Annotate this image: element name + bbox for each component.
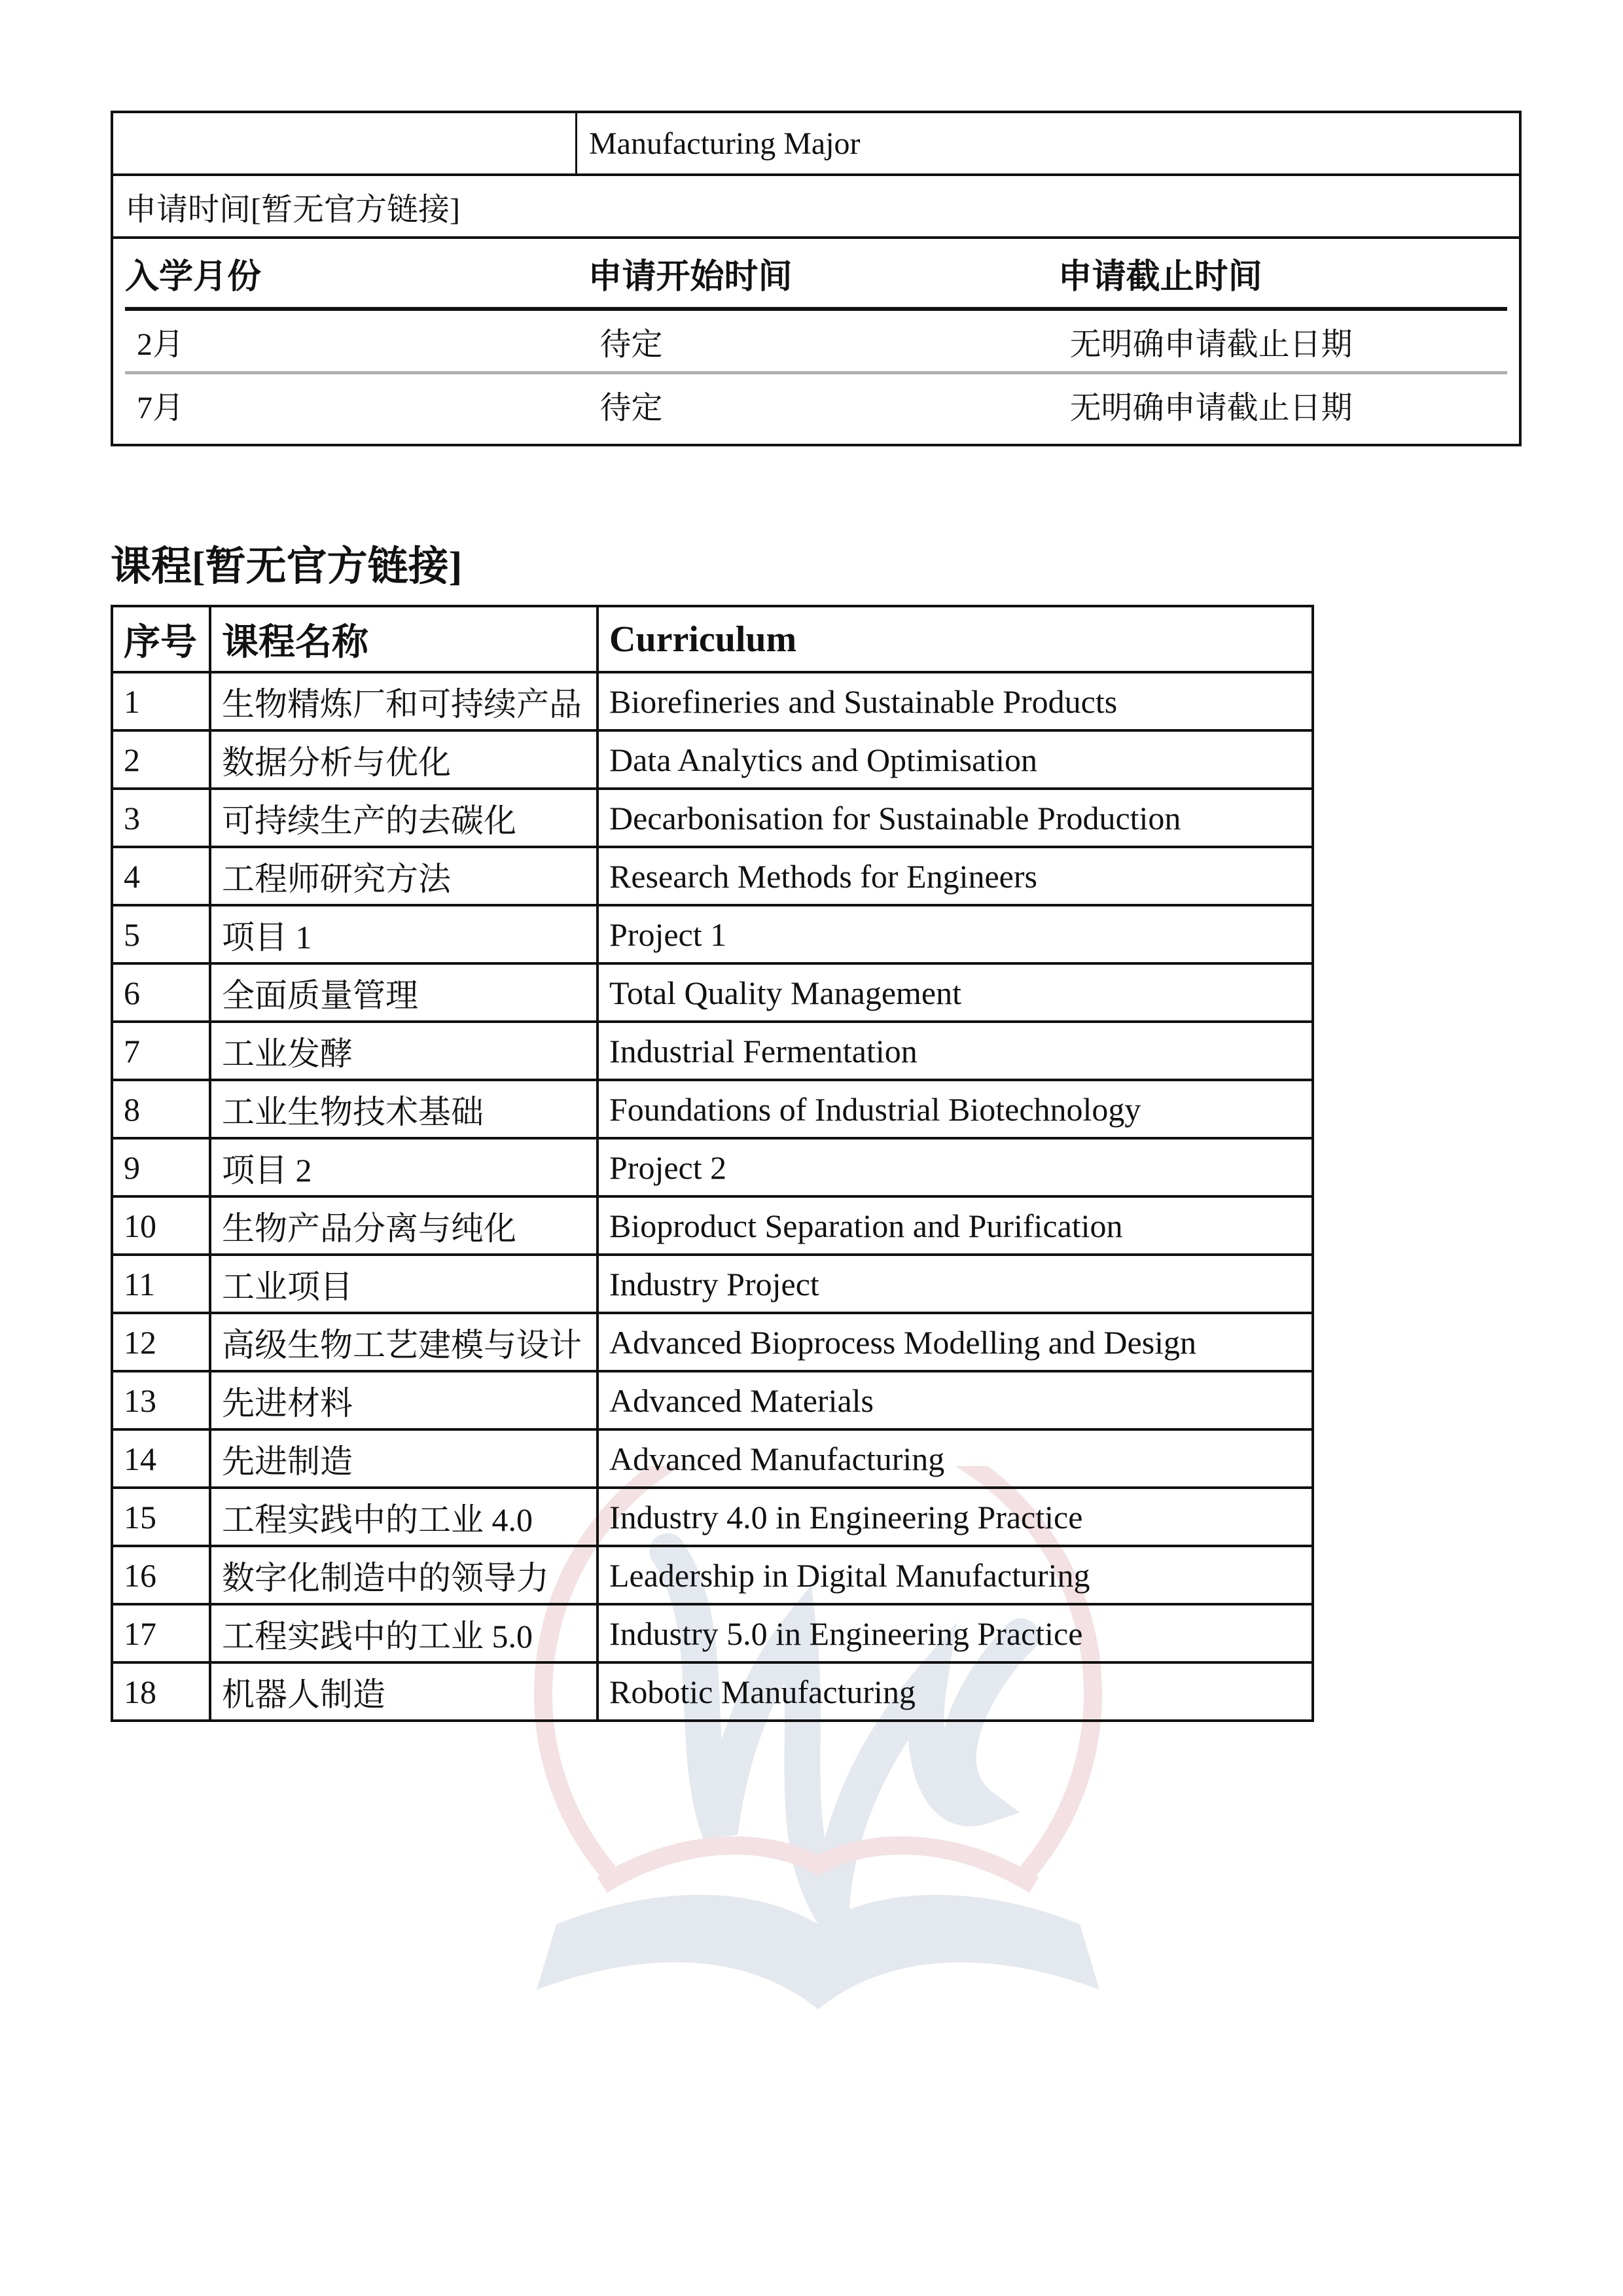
course-name-cn: 数字化制造中的领导力	[210, 1546, 597, 1604]
course-number: 1	[112, 672, 210, 730]
course-name-en: Industrial Fermentation	[597, 1022, 1313, 1080]
course-name-cn: 可持续生产的去碳化	[210, 789, 597, 847]
empty-cell	[112, 112, 577, 175]
course-name-cn: 生物产品分离与纯化	[210, 1196, 597, 1255]
course-name-cn: 先进材料	[210, 1371, 597, 1429]
application-time-table	[111, 111, 1522, 446]
course-number: 17	[112, 1604, 210, 1662]
table-row	[112, 672, 1313, 730]
course-name-cn: 工业发酵	[210, 1022, 597, 1080]
course-number: 18	[112, 1662, 210, 1721]
table-row	[112, 1604, 1313, 1662]
course-name-cn: 先进制造	[210, 1429, 597, 1488]
course-name-cn: 项目 1	[210, 905, 597, 963]
table-row	[112, 1255, 1313, 1313]
course-name-cn: 工程师研究方法	[210, 847, 597, 905]
table-row	[125, 309, 1507, 373]
course-number: 2	[112, 730, 210, 789]
course-name-en: Bioproduct Separation and Purification	[597, 1196, 1313, 1255]
course-name-en: Advanced Materials	[597, 1371, 1313, 1429]
table-row	[125, 373, 1507, 435]
course-name-en: Foundations of Industrial Biotechnology	[597, 1080, 1313, 1138]
courses-table	[111, 605, 1314, 1722]
course-number: 12	[112, 1313, 210, 1371]
course-number: 6	[112, 963, 210, 1022]
header-curriculum: Curriculum	[597, 606, 1313, 672]
course-name-en: Leadership in Digital Manufacturing	[597, 1546, 1313, 1604]
course-name-en: Advanced Bioprocess Modelling and Design	[597, 1313, 1313, 1371]
intake-month: 2月	[125, 309, 588, 373]
course-name-en: Advanced Manufacturing	[597, 1429, 1313, 1488]
table-row	[112, 730, 1313, 789]
intake-table	[125, 239, 1507, 435]
header-start-time: 申请开始时间	[588, 239, 1058, 309]
course-name-cn: 工业生物技术基础	[210, 1080, 597, 1138]
table-row	[112, 1429, 1313, 1488]
table-row	[112, 1662, 1313, 1721]
course-name-en: Research Methods for Engineers	[597, 847, 1313, 905]
deadline: 无明确申请截止日期	[1058, 309, 1507, 373]
deadline: 无明确申请截止日期	[1069, 390, 1353, 425]
course-number: 4	[112, 847, 210, 905]
course-name-cn: 工业项目	[210, 1255, 597, 1313]
course-name-cn: 数据分析与优化	[210, 730, 597, 789]
course-number: 11	[112, 1255, 210, 1313]
course-name-en: Industry 5.0 in Engineering Practice	[597, 1604, 1313, 1662]
table-row	[112, 905, 1313, 963]
course-name-en: Industry Project	[597, 1255, 1313, 1313]
start-time: 待定	[599, 390, 663, 425]
course-number: 3	[112, 789, 210, 847]
course-name-cn: 全面质量管理	[210, 963, 597, 1022]
course-number: 5	[112, 905, 210, 963]
course-name-en: Decarbonisation for Sustainable Production	[597, 789, 1313, 847]
header-intake-month: 入学月份	[125, 239, 588, 309]
course-number: 9	[112, 1138, 210, 1196]
course-name-cn: 生物精炼厂和可持续产品	[210, 672, 597, 730]
start-time: 待定	[588, 309, 1058, 373]
course-number: 8	[112, 1080, 210, 1138]
course-name-en: Industry 4.0 in Engineering Practice	[597, 1488, 1313, 1546]
course-number: 14	[112, 1429, 210, 1488]
course-name-en: Project 1	[597, 905, 1313, 963]
course-number: 13	[112, 1371, 210, 1429]
header-course-name: 课程名称	[210, 606, 597, 672]
course-name-cn: 项目 2	[210, 1138, 597, 1196]
table-row	[112, 1371, 1313, 1429]
courses-heading: 课程[暂无官方链接]	[111, 545, 463, 589]
course-name-en: Project 2	[597, 1138, 1313, 1196]
course-number: 15	[112, 1488, 210, 1546]
table-row	[112, 1138, 1313, 1196]
header-deadline: 申请截止时间	[1058, 239, 1507, 309]
table-row	[112, 1546, 1313, 1604]
course-name-en: Robotic Manufacturing	[597, 1662, 1313, 1721]
major-cell: Manufacturing Major	[577, 112, 1521, 175]
course-name-cn: 工程实践中的工业 5.0	[210, 1604, 597, 1662]
table-row	[112, 963, 1313, 1022]
table-row	[112, 1488, 1313, 1546]
application-time-title: 申请时间[暂无官方链接]	[112, 175, 1520, 238]
course-number: 16	[112, 1546, 210, 1604]
table-row	[112, 1022, 1313, 1080]
course-number: 7	[112, 1022, 210, 1080]
course-name-en: Total Quality Management	[597, 963, 1313, 1022]
table-row	[112, 847, 1313, 905]
course-name-en: Data Analytics and Optimisation	[597, 730, 1313, 789]
table-row	[112, 1196, 1313, 1255]
course-name-cn: 工程实践中的工业 4.0	[210, 1488, 597, 1546]
table-row	[112, 1313, 1313, 1371]
table-row	[112, 789, 1313, 847]
intake-month: 7月	[137, 390, 185, 425]
table-row	[112, 1080, 1313, 1138]
course-name-cn: 机器人制造	[210, 1662, 597, 1721]
course-number: 10	[112, 1196, 210, 1255]
header-number: 序号	[112, 606, 210, 672]
course-name-en: Biorefineries and Sustainable Products	[597, 672, 1313, 730]
course-name-cn: 高级生物工艺建模与设计	[210, 1313, 597, 1371]
